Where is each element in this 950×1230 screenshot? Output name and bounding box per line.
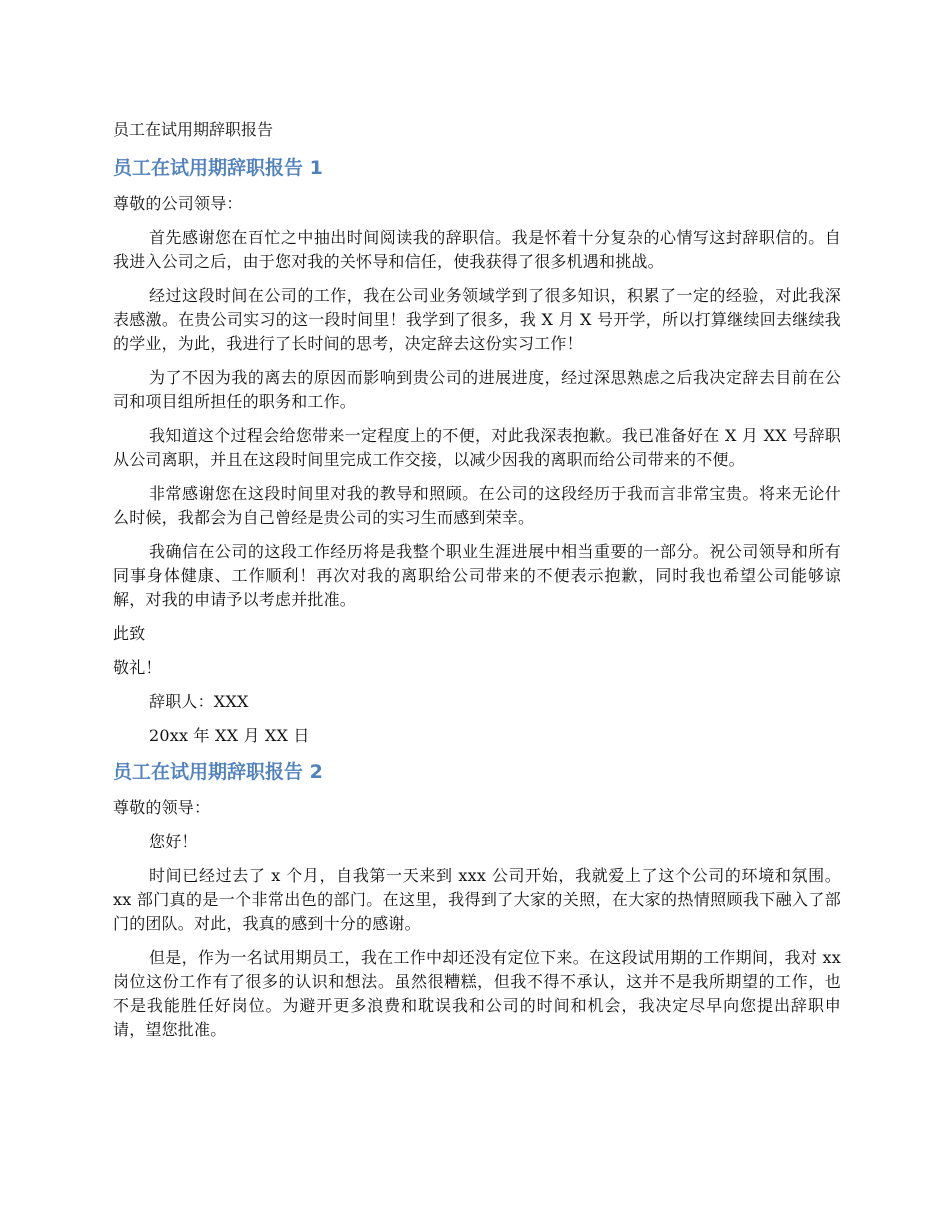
- section-1-paragraph-1: 首先感谢您在百忙之中抽出时间阅读我的辞职信。我是怀着十分复杂的心情写这封辞职信的。自我进入公司之后，由于您对我的关怀导和信任，使我获得了很多机遇和挑战。: [113, 228, 841, 271]
- section-2-paragraph-1: 时间已经过去了 x 个月，自我第一天来到 xxx 公司开始，我就爱上了这个公司的环境和氛围。xx 部门真的是一个非常出色的部门。在这里，我得到了大家的关照，在大家的热情照顾我下融入了部门的团队。对此，我真的感到十分的感谢。: [113, 866, 841, 933]
- section-1-closing-2: 敬礼！: [113, 658, 162, 677]
- section-1-salutation: 尊敬的公司领导：: [113, 194, 243, 213]
- section-2-paragraph-2: 但是，作为一名试用期员工，我在工作中却还没有定位下来。在这段试用期的工作期间，我对 xx 岗位这份工作有了很多的认识和想法。虽然很糟糕，但我不得不承认，这并不是我所期望的工作，也不是我能胜任好岗位。为避开更多浪费和耽误我和公司的时间和机会，我决定尽早向您提出辞职申请，望您批准。: [113, 948, 841, 1039]
- section-1-paragraph-4: 我知道这个过程会给您带来一定程度上的不便，对此我深表抱歉。我已准备好在 X 月 XX 号辞职从公司离职，并且在这段时间里完成工作交接，以减少因我的离职而给公司带来的不便。: [113, 426, 841, 469]
- document-title: 员工在试用期辞职报告: [113, 120, 274, 139]
- section-1-paragraph-5: 非常感谢您在这段时间里对我的教导和照顾。在公司的这段经历于我而言非常宝贵。将来无论什么时候，我都会为自己曾经是贵公司的实习生而感到荣幸。: [113, 484, 841, 527]
- section-2-greeting: 您好！: [149, 832, 198, 851]
- section-1-signer: 辞职人：XXX: [149, 692, 249, 711]
- section-1-date: 20xx 年 XX 月 XX 日: [149, 726, 310, 745]
- section-1-closing-1: 此致: [113, 624, 146, 643]
- section-2-heading: 员工在试用期辞职报告 2: [113, 761, 323, 783]
- document-page: [113, 118, 841, 1052]
- section-1-paragraph-2: 经过这段时间在公司的工作，我在公司业务领域学到了很多知识，积累了一定的经验，对此我深表感激。在贵公司实习的这一段时间里！我学到了很多，我 X 月 X 号开学，所以打算继续回去继续我的学业，为此，我进行了长时间的思考，决定辞去这份实习工作！: [113, 286, 841, 353]
- section-2-salutation: 尊敬的领导：: [113, 798, 211, 817]
- section-1-paragraph-3: 为了不因为我的离去的原因而影响到贵公司的进展进度，经过深思熟虑之后我决定辞去目前在公司和项目组所担任的职务和工作。: [113, 368, 841, 411]
- section-1-heading: 员工在试用期辞职报告 1: [113, 157, 323, 179]
- section-1-paragraph-6: 我确信在公司的这段工作经历将是我整个职业生涯进展中相当重要的一部分。祝公司领导和所有同事身体健康、工作顺利！再次对我的离职给公司带来的不便表示抱歉，同时我也希望公司能够谅解，对我的申请予以考虑并批准。: [113, 542, 841, 609]
